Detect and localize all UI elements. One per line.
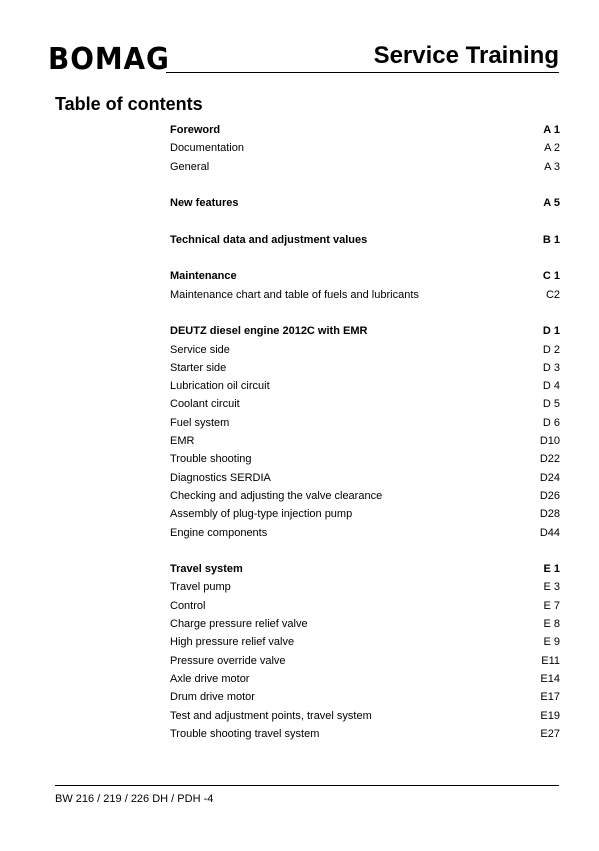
toc-entry-title: High pressure relief valve <box>170 636 295 649</box>
toc-entry-title: Axle drive motor <box>170 672 250 685</box>
toc-entry-page: E17 <box>540 691 560 704</box>
toc-spacer <box>170 249 560 267</box>
toc-entry-row[interactable] <box>170 487 560 505</box>
document-title: Service Training <box>373 42 559 69</box>
toc-entry-page: E27 <box>540 727 560 740</box>
toc-section-row[interactable] <box>170 267 560 285</box>
toc-entry-page: D24 <box>539 471 560 484</box>
toc-spacer <box>170 176 560 194</box>
toc-entry-row[interactable] <box>170 395 560 413</box>
toc-entry-title: Trouble shooting travel system <box>170 727 320 740</box>
toc-entry-page: D26 <box>539 489 560 502</box>
toc-section-page: C 1 <box>542 270 560 283</box>
toc-entry-row[interactable] <box>170 597 560 615</box>
toc-entry-title: Engine components <box>170 526 268 539</box>
toc-entry-title: Coolant circuit <box>170 398 240 411</box>
toc-section-page: A 5 <box>543 197 560 210</box>
toc-entry-title: Test and adjustment points, travel system <box>170 709 372 722</box>
toc-entry-row[interactable] <box>170 158 560 176</box>
toc-entry-title: Assembly of plug-type injection pump <box>170 508 353 521</box>
toc-entry-row[interactable] <box>170 505 560 523</box>
toc-entry-row[interactable] <box>170 652 560 670</box>
toc-entry-row[interactable] <box>170 359 560 377</box>
toc-entry-page: E19 <box>540 709 560 722</box>
toc-entry-page: D44 <box>539 526 560 539</box>
toc-section-title: Maintenance <box>170 270 237 283</box>
toc-heading: Table of contents <box>55 94 203 114</box>
toc-entry-row[interactable] <box>170 450 560 468</box>
footer-model-text: BW 216 / 219 / 226 DH / PDH -4 <box>55 793 214 805</box>
toc-entry-page: E 7 <box>543 599 560 612</box>
toc-entry-row[interactable] <box>170 377 560 395</box>
toc-entry-row[interactable] <box>170 725 560 743</box>
toc-entry-title: Service side <box>170 343 230 356</box>
table-of-contents <box>170 121 560 743</box>
toc-entry-title: Starter side <box>170 361 227 374</box>
toc-entry-page: A 2 <box>544 142 560 155</box>
toc-section-row[interactable] <box>170 322 560 340</box>
toc-entry-title: General <box>170 160 210 173</box>
toc-entry-row[interactable] <box>170 341 560 359</box>
toc-section-title: Technical data and adjustment values <box>170 233 368 246</box>
toc-section-page: D 1 <box>542 325 560 338</box>
toc-entry-page: D 2 <box>542 343 560 356</box>
toc-entry-row[interactable] <box>170 707 560 725</box>
toc-section-row[interactable] <box>170 560 560 578</box>
toc-entry-page: E11 <box>541 654 560 667</box>
toc-entry-row[interactable] <box>170 578 560 596</box>
toc-section-row[interactable] <box>170 121 560 139</box>
toc-entry-row[interactable] <box>170 524 560 542</box>
toc-section-page: E 1 <box>543 563 560 576</box>
toc-spacer <box>170 212 560 230</box>
toc-section-row[interactable] <box>170 194 560 212</box>
toc-entry-title: Drum drive motor <box>170 691 255 704</box>
bomag-logo: BOMAG <box>48 42 170 77</box>
toc-entry-row[interactable] <box>170 139 560 157</box>
toc-entry-page: E 8 <box>543 618 560 631</box>
toc-entry-title: Lubrication oil circuit <box>170 380 270 393</box>
toc-entry-page: E 3 <box>543 581 560 594</box>
toc-entry-title: Travel pump <box>170 581 231 594</box>
toc-entry-title: Charge pressure relief valve <box>170 618 308 631</box>
toc-entry-page: E 9 <box>543 636 560 649</box>
footer-divider <box>55 785 559 786</box>
toc-entry-title: Diagnostics SERDIA <box>170 471 271 484</box>
toc-entry-page: D 6 <box>542 416 560 429</box>
toc-entry-page: E14 <box>540 672 560 685</box>
toc-spacer <box>170 304 560 322</box>
toc-entry-page: D10 <box>539 435 560 448</box>
toc-section-page: B 1 <box>542 233 560 246</box>
toc-entry-row[interactable] <box>170 615 560 633</box>
toc-entry-page: C2 <box>545 288 560 301</box>
header-divider <box>166 72 559 73</box>
toc-entry-row[interactable] <box>170 469 560 487</box>
toc-entry-title: Checking and adjusting the valve clearance <box>170 489 383 502</box>
toc-entry-row[interactable] <box>170 633 560 651</box>
toc-entry-title: Control <box>170 599 206 612</box>
toc-entry-title: Maintenance chart and table of fuels and lubricants <box>170 288 419 301</box>
toc-entry-title: EMR <box>170 435 195 448</box>
toc-section-title: New features <box>170 197 239 210</box>
toc-section-title: DEUTZ diesel engine 2012C with EMR <box>170 325 368 338</box>
toc-section-row[interactable] <box>170 231 560 249</box>
toc-entry-page: D28 <box>539 508 560 521</box>
toc-section-title: Foreword <box>170 124 221 136</box>
toc-entry-title: Fuel system <box>170 416 230 429</box>
toc-entry-page: D 5 <box>542 398 560 411</box>
toc-entry-row[interactable] <box>170 670 560 688</box>
toc-spacer <box>170 542 560 560</box>
toc-entry-title: Documentation <box>170 142 244 155</box>
toc-entry-row[interactable] <box>170 286 560 304</box>
toc-entry-row[interactable] <box>170 688 560 706</box>
toc-section-title: Travel system <box>170 563 243 576</box>
toc-entry-title: Trouble shooting <box>170 453 252 466</box>
toc-section-page: A 1 <box>543 124 560 136</box>
toc-entry-page: D22 <box>539 453 560 466</box>
toc-entry-title: Pressure override valve <box>170 654 286 667</box>
toc-entry-page: A 3 <box>544 160 560 173</box>
toc-entry-row[interactable] <box>170 414 560 432</box>
toc-entry-page: D 3 <box>542 361 560 374</box>
toc-entry-page: D 4 <box>542 380 560 393</box>
toc-entry-row[interactable] <box>170 432 560 450</box>
